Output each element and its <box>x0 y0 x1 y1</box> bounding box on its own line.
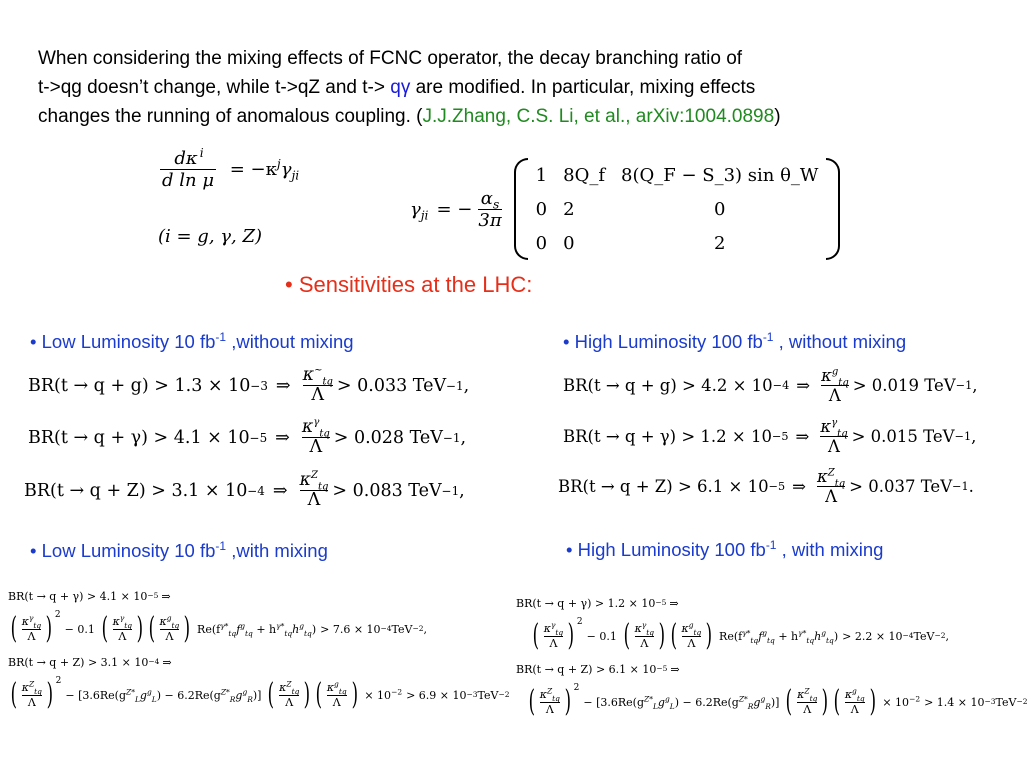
paren-close: ) <box>564 684 572 719</box>
kappa-g-frac <box>326 678 347 710</box>
low-nomix-head-sup: -1 <box>215 329 227 344</box>
gamma-eq: = − <box>436 198 473 220</box>
implies-arrow: ⇒ <box>796 376 811 395</box>
implies-arrow: ⇒ <box>161 589 171 603</box>
kappa-gamma-frac <box>21 612 42 644</box>
kappa-g-frac <box>681 619 702 651</box>
kappa-gamma-frac <box>543 619 564 651</box>
paren-open: ( <box>528 684 536 719</box>
intro-line-3a: changes the running of anomalous coupling. ( <box>38 106 423 127</box>
low-mix-z-ineq: ( $\kappa^Z_{tq}$ Λ ) 2 − $[3.6Re(g^{Z*}_Lg^g_L) - 6.2Re(g^{Z*}_Rg^g_R)]$ ( $\kappa^Z_{tq}$ Λ ) ( $\kappa^g_{tq}$ Λ ) × $10^{-2}$ > 6.9 × 10 −3 TeV −2 <box>10 676 510 712</box>
square-exp: 2 <box>576 617 583 627</box>
paren-open: ( <box>148 611 155 646</box>
z-rhs-exp: −2 <box>391 686 403 696</box>
br-lhs: BR(t → q + γ) > 4.1 × 10 <box>28 427 250 448</box>
br-rhs: > 0.015 TeV <box>851 427 955 446</box>
kappa-den: Λ <box>309 437 323 457</box>
sensitivities-heading: • Sensitivities at the LHC: <box>285 272 533 297</box>
frac-den: Λ <box>850 702 859 716</box>
z-bracket-b: ) − 6.2Re(g <box>156 688 221 702</box>
gamma-den: 3π <box>478 209 502 231</box>
br-lhs: BR(t → q + Z) > 3.1 × 10 <box>24 480 248 501</box>
re-h2: h <box>292 622 300 636</box>
low-nomix-heading <box>30 331 354 353</box>
tev-end: , <box>423 622 427 636</box>
low-mix-head-sup: -1 <box>215 538 227 553</box>
kappa-sub: tq <box>834 478 846 490</box>
z-rhs-exp: −2 <box>909 693 921 703</box>
high-mix-head-text: • High Luminosity 100 fb <box>566 539 766 560</box>
frac-den: Λ <box>803 702 812 716</box>
frac-num: $\kappa^Z_{tq}$ <box>21 678 42 696</box>
frac-num: $\kappa^g_{tq}$ <box>326 678 347 696</box>
rge-equation <box>160 148 299 191</box>
br-rhs: > 0.033 TeV <box>336 375 447 396</box>
tev: TeV <box>913 629 935 643</box>
tev: TeV <box>391 622 413 636</box>
high-mix-head-sup: -1 <box>765 537 777 552</box>
rge-numerator <box>160 148 216 170</box>
br-rhs: > 0.083 TeV <box>332 480 442 501</box>
kappa-sup: Z <box>311 470 318 482</box>
implies-arrow: ⇒ <box>275 427 290 448</box>
matrix-row <box>528 192 827 226</box>
gamma-fraction <box>478 188 501 231</box>
implies-arrow: ⇒ <box>162 655 172 669</box>
kappa-num: $\kappa^\gamma_{tq}$ <box>820 417 848 440</box>
rge-num-sup: i <box>199 146 204 160</box>
br-lhs: BR(t → q + γ) > 1.2 × 10 <box>563 427 772 446</box>
frac-num: $\kappa^Z_{tq}$ <box>539 685 560 703</box>
kappa-den: Λ <box>828 437 840 456</box>
frac-den: Λ <box>332 695 341 709</box>
intro-line-2a: t->qg doesn’t change, while t->qZ and t-> <box>38 77 391 98</box>
intro-line-2c: are modified. In particular, mixing effects <box>410 77 756 98</box>
kappa-sup: γ <box>313 417 320 429</box>
kappa-sub: tq <box>319 428 330 440</box>
high-nomix-head-tail: , without mixing <box>773 331 907 352</box>
matrix-cell: 2 <box>563 198 575 220</box>
intro-line-3c: ) <box>774 106 781 127</box>
z-bracket-a: − [3.6Re(g <box>583 695 645 709</box>
implies-arrow: ⇒ <box>795 427 810 446</box>
mix-rhs: > 2.2 × 10 <box>842 629 903 643</box>
kappa-sub: tq <box>317 481 329 493</box>
re-f2: f <box>758 629 763 643</box>
low-mix-head-tail: ,with mixing <box>226 540 328 561</box>
high-mix-z-ineq: ( $\kappa^Z_{tq}$ Λ ) 2 − $[3.6Re(g^{Z*}_Lg^g_L) - 6.2Re(g^{Z*}_Rg^g_R)]$ ( $\kappa^Z_{tq}$ Λ ) ( $\kappa^g_{tq}$ Λ ) × $10^{-2}$ > 1.4 × 10 −3 TeV −2 <box>528 683 1027 719</box>
intro-paragraph <box>38 44 998 131</box>
intro-reference: J.J.Zhang, C.S. Li, et al., arXiv:1004.0898 <box>422 106 775 127</box>
rge-rhs-sub: ji <box>291 168 300 183</box>
kappa-sup: γ <box>831 417 838 429</box>
intro-qgamma: qγ <box>390 77 411 98</box>
low-nomix-eq-g: BR(t → q + g) > 1.3 × 10 −3 ⇒ $\frac{\kappa^\sim_{tq}}{\Lambda}$ > 0.033 TeV −1 , <box>28 365 470 405</box>
low-nomix-head-text: • Low Luminosity 10 fb <box>30 331 216 352</box>
square-exp: 2 <box>54 610 61 620</box>
paren-open: ( <box>670 618 677 653</box>
paren-open: ( <box>623 618 630 653</box>
tev: TeV <box>477 688 499 702</box>
gamma-lhs-text: γ <box>410 198 421 220</box>
kappa-fraction <box>302 418 330 457</box>
intro-line-2 <box>38 73 998 102</box>
matrix-left-paren <box>514 158 528 260</box>
br-rhs: > 0.019 TeV <box>852 376 956 395</box>
matrix-cell: 0 <box>535 198 548 220</box>
low-mix-gamma-ineq: ( $\kappa^\gamma_{tq}$ Λ ) 2 − 0.1 ( $\kappa^\gamma_{tq}$ Λ ) ( $\kappa^g_{tq}$ Λ ) $Re(f^{\gamma*}_{tq}f^g_{tq} + h^{\gamma*}_{tq}h^g_{tq})$ > 7.6 × 10 −4 TeV −2 , <box>10 610 427 646</box>
high-nomix-eq-gamma: BR(t → q + γ) > 1.2 × 10 −5 ⇒ $\kappa^\gamma_{tq}$ Λ > 0.015 TeV −1 , <box>563 417 977 456</box>
z-bracket-g2: g <box>235 688 243 702</box>
frac-den: Λ <box>118 629 127 643</box>
high-mix-heading <box>566 539 883 561</box>
frac-den: Λ <box>640 636 649 650</box>
re-f2: f <box>236 622 241 636</box>
z-bracket-b: ) − 6.2Re(g <box>674 695 739 709</box>
high-nomix-heading <box>563 331 906 353</box>
kappa-gamma-frac <box>634 619 655 651</box>
kappa-z-frac <box>279 678 300 710</box>
matrix-table <box>528 158 827 260</box>
paren-close: ) <box>304 677 311 712</box>
z-bracket: − $[3.6Re(g^{Z*}_Lg^g_L) - 6.2Re(g^{Z*}_Rg^g_R)]$ <box>583 693 780 711</box>
kappa-g-frac <box>159 612 180 644</box>
low-mix-heading <box>30 540 328 562</box>
matrix-cell: 2 <box>713 232 726 254</box>
matrix-cell: 8Q_f <box>563 164 605 186</box>
kappa-num: $\kappa^\gamma_{tq}$ <box>301 417 330 440</box>
frac-num: $\kappa^\gamma_{tq}$ <box>543 619 564 637</box>
z-bracket: − $[3.6Re(g^{Z*}_Lg^g_L) - 6.2Re(g^{Z*}_Rg^g_R)]$ <box>65 686 262 704</box>
kappa-fraction <box>820 417 847 456</box>
frac-den: Λ <box>285 695 294 709</box>
z-rhs-wrap <box>882 693 921 709</box>
matrix-cell: 0 <box>535 232 548 254</box>
kappa-fraction <box>303 366 333 405</box>
br-end: , <box>460 427 467 448</box>
rge-num-text: dκ <box>174 148 198 169</box>
implies-arrow: ⇒ <box>669 596 679 610</box>
low-mix-z-br: BR(t → q + Z) > 3.1 × 10 −4 ⇒ <box>8 655 172 669</box>
paren-close: ) <box>705 618 713 653</box>
square-exp: 2 <box>573 683 580 693</box>
frac-num: $\kappa^\gamma_{tq}$ <box>634 619 655 637</box>
matrix-row <box>528 158 827 192</box>
high-nomix-eq-g: BR(t → q + g) > 4.2 × 10 −4 ⇒ $\kappa^g_{tq}$ Λ > 0.019 TeV −1 , <box>563 366 978 405</box>
gamma-lhs <box>410 198 429 223</box>
tev-end: , <box>945 629 949 643</box>
implies-arrow: ⇒ <box>792 477 806 496</box>
z-rhs2: > 1.4 × 10 <box>924 695 985 709</box>
z-rhs: × 10 <box>364 688 392 702</box>
kappa-num: $\kappa^g_{tq}$ <box>821 366 849 389</box>
matrix-cell: 1 <box>535 164 548 186</box>
z-bracket-g: g <box>139 688 147 702</box>
kappa-gamma-frac <box>112 612 133 644</box>
re-plus: + h <box>252 622 277 636</box>
paren-open: ( <box>532 618 540 653</box>
kappa-z-frac <box>797 685 818 717</box>
minus-coefficient: − 0.1 <box>586 629 617 643</box>
re-f: Re(f <box>719 629 743 643</box>
gamma-num-sub: s <box>492 197 500 212</box>
br-end: , <box>972 376 978 395</box>
re-term: $Re(f^{\gamma*}_{tq}f^g_{tq} + h^{\gamma*}_{tq}h^g_{tq})$ <box>719 627 839 645</box>
frac-num: $\kappa^Z_{tq}$ <box>279 678 300 696</box>
kappa-den: Λ <box>825 487 838 506</box>
rge-rhs-text: = −κ <box>229 159 277 180</box>
high-nomix-eq-z: BR(t → q + Z) > 6.1 × 10 −5 ⇒ $\kappa^Z_{tq}$ Λ > 0.037 TeV −1 . <box>558 467 974 506</box>
kappa-sup: g <box>831 366 839 378</box>
paren-open: ( <box>101 611 108 646</box>
frac-den: Λ <box>165 629 174 643</box>
low-mix-gamma-br: BR(t → q + γ) > 4.1 × 10 −5 ⇒ <box>8 589 171 603</box>
kappa-den: Λ <box>307 490 321 510</box>
paren-open: ( <box>315 677 323 712</box>
z-rhs2: > 6.9 × 10 <box>406 688 467 702</box>
gamma-num <box>478 188 501 210</box>
frac-num: $\kappa^\gamma_{tq}$ <box>112 612 133 630</box>
matrix-cell: 0 <box>563 232 575 254</box>
paren-close: ) <box>183 611 191 646</box>
low-mix-head-text: • Low Luminosity 10 fb <box>30 540 216 561</box>
implies-arrow: ⇒ <box>275 375 291 396</box>
rge-rhs-sup: j <box>276 157 281 171</box>
high-mix-block <box>516 595 1027 727</box>
kappa-fraction <box>821 366 849 405</box>
low-nomix-head-tail: ,without mixing <box>226 331 354 352</box>
frac-num: $\kappa^\gamma_{tq}$ <box>21 612 42 630</box>
intro-line-1: When considering the mixing effects of FCNC operator, the decay branching ratio of <box>38 48 743 69</box>
low-mix-block <box>8 588 509 720</box>
br-end: . <box>968 477 974 496</box>
z-bracket-end: )] <box>252 688 262 702</box>
kappa-num: $\kappa^Z_{tq}$ <box>816 467 846 490</box>
gamma-matrix <box>514 158 841 260</box>
high-mix-head-tail: , with mixing <box>776 539 884 560</box>
frac-den: Λ <box>549 636 558 650</box>
low-nomix-eq-gamma: BR(t → q + γ) > 4.1 × 10 −5 ⇒ $\kappa^\gamma_{tq}$ Λ > 0.028 TeV −1 , <box>28 417 467 457</box>
paren-open: ( <box>268 677 275 712</box>
implies-arrow: ⇒ <box>670 662 680 676</box>
gamma-lhs-sub: ji <box>420 208 429 223</box>
gamma-matrix-equation <box>410 158 840 260</box>
frac-den: Λ <box>27 695 36 709</box>
kappa-g-frac <box>844 685 865 717</box>
paren-open: ( <box>10 677 18 712</box>
frac-den: Λ <box>545 702 554 716</box>
mix-br-text: BR(t → q + γ) > 4.1 × 10 <box>8 589 148 603</box>
paren-open: ( <box>786 684 793 719</box>
paren-close: ) <box>567 618 575 653</box>
br-rhs: > 0.028 TeV <box>333 427 443 448</box>
z-bracket-g: g <box>657 695 665 709</box>
paren-close: ) <box>658 618 666 653</box>
square-exp: 2 <box>55 676 62 686</box>
gamma-num-text: α <box>480 187 493 209</box>
high-nomix-head-text: • High Luminosity 100 fb <box>563 331 763 352</box>
high-nomix-head-sup: -1 <box>762 329 774 344</box>
z-rhs-wrap <box>364 686 403 702</box>
kappa-fraction <box>300 471 329 510</box>
paren-close: ) <box>45 611 53 646</box>
re-term: $Re(f^{\gamma*}_{tq}f^g_{tq} + h^{\gamma*}_{tq}h^g_{tq})$ <box>197 620 317 638</box>
z-rhs: × 10 <box>882 695 910 709</box>
high-mix-z-br: BR(t → q + Z) > 6.1 × 10 −5 ⇒ <box>516 662 680 676</box>
re-plus: + h <box>774 629 799 643</box>
paren-close: ) <box>869 684 876 719</box>
br-lhs: BR(t → q + Z) > 6.1 × 10 <box>558 477 769 496</box>
paren-open: ( <box>10 611 18 646</box>
frac-den: Λ <box>687 636 696 650</box>
mix-br-text: BR(t → q + γ) > 1.2 × 10 <box>516 596 656 610</box>
kappa-fraction <box>817 467 845 506</box>
kappa-num: $\kappa^\sim_{tq}$ <box>302 365 333 388</box>
matrix-right-paren <box>826 158 840 260</box>
paren-close: ) <box>136 611 144 646</box>
br-lhs: BR(t → q + g) > 1.3 × 10 <box>28 375 251 396</box>
mix-br-text: BR(t → q + Z) > 6.1 × 10 <box>516 662 657 676</box>
matrix-cell: 0 <box>713 198 726 220</box>
kappa-sub: tq <box>837 428 848 440</box>
high-mix-gamma-ineq: ( $\kappa^\gamma_{tq}$ Λ ) 2 − 0.1 ( $\kappa^\gamma_{tq}$ Λ ) ( $\kappa^g_{tq}$ Λ ) $Re(f^{\gamma*}_{tq}f^g_{tq} + h^{\gamma*}_{tq}h^g_{tq})$ > 2.2 × 10 −4 TeV −2 , <box>532 617 949 653</box>
rge-denominator: d ln μ <box>162 170 215 191</box>
rge-fraction <box>160 148 216 191</box>
mix-rhs: > 7.6 × 10 <box>320 622 381 636</box>
minus-coefficient: − 0.1 <box>64 622 95 636</box>
frac-num: $\kappa^g_{tq}$ <box>159 612 180 630</box>
br-end: , <box>459 480 465 501</box>
re-h2: h <box>814 629 822 643</box>
mix-br-text: BR(t → q + Z) > 3.1 × 10 <box>8 655 149 669</box>
kappa-z-frac <box>21 678 42 710</box>
frac-num: $\kappa^g_{tq}$ <box>681 619 702 637</box>
kappa-sub: tq <box>838 377 849 389</box>
kappa-sup: Z <box>827 467 835 479</box>
paren-open: ( <box>833 684 841 719</box>
kappa-z-frac <box>539 685 560 717</box>
high-mix-gamma-br: BR(t → q + γ) > 1.2 × 10 −5 ⇒ <box>516 596 679 610</box>
low-nomix-eq-z: BR(t → q + Z) > 3.1 × 10 −4 ⇒ $\kappa^Z_{tq}$ Λ > 0.083 TeV −1 , <box>24 470 465 510</box>
matrix-cell: 8(Q_F − S_3) sin θ_W <box>621 164 819 186</box>
rge-indices: (i = g, γ, Z) <box>158 226 263 247</box>
intro-line-3 <box>38 102 998 131</box>
br-rhs: > 0.037 TeV <box>849 477 953 496</box>
z-bracket-a: − [3.6Re(g <box>65 688 127 702</box>
rge-rhs <box>229 157 300 183</box>
kappa-sup: ~ <box>314 365 323 377</box>
br-end: , <box>463 375 470 396</box>
re-f: Re(f <box>197 622 221 636</box>
br-lhs: BR(t → q + g) > 4.2 × 10 <box>563 376 773 395</box>
br-end: , <box>971 427 977 446</box>
tev: TeV <box>995 695 1017 709</box>
kappa-sub: tq <box>322 376 333 388</box>
paren-close: ) <box>46 677 54 712</box>
frac-den: Λ <box>27 629 36 643</box>
kappa-den: Λ <box>311 385 325 405</box>
rge-rhs-gamma: γ <box>280 159 292 180</box>
matrix-row <box>528 226 827 260</box>
paren-close: ) <box>351 677 358 712</box>
z-bracket-end: )] <box>770 695 780 709</box>
implies-arrow: ⇒ <box>272 480 288 501</box>
kappa-den: Λ <box>828 386 841 405</box>
kappa-num: $\kappa^Z_{tq}$ <box>299 470 329 493</box>
z-bracket-g2: g <box>753 695 761 709</box>
paren-close: ) <box>822 684 829 719</box>
frac-num: $\kappa^Z_{tq}$ <box>797 685 818 703</box>
frac-num: $\kappa^g_{tq}$ <box>844 685 865 703</box>
